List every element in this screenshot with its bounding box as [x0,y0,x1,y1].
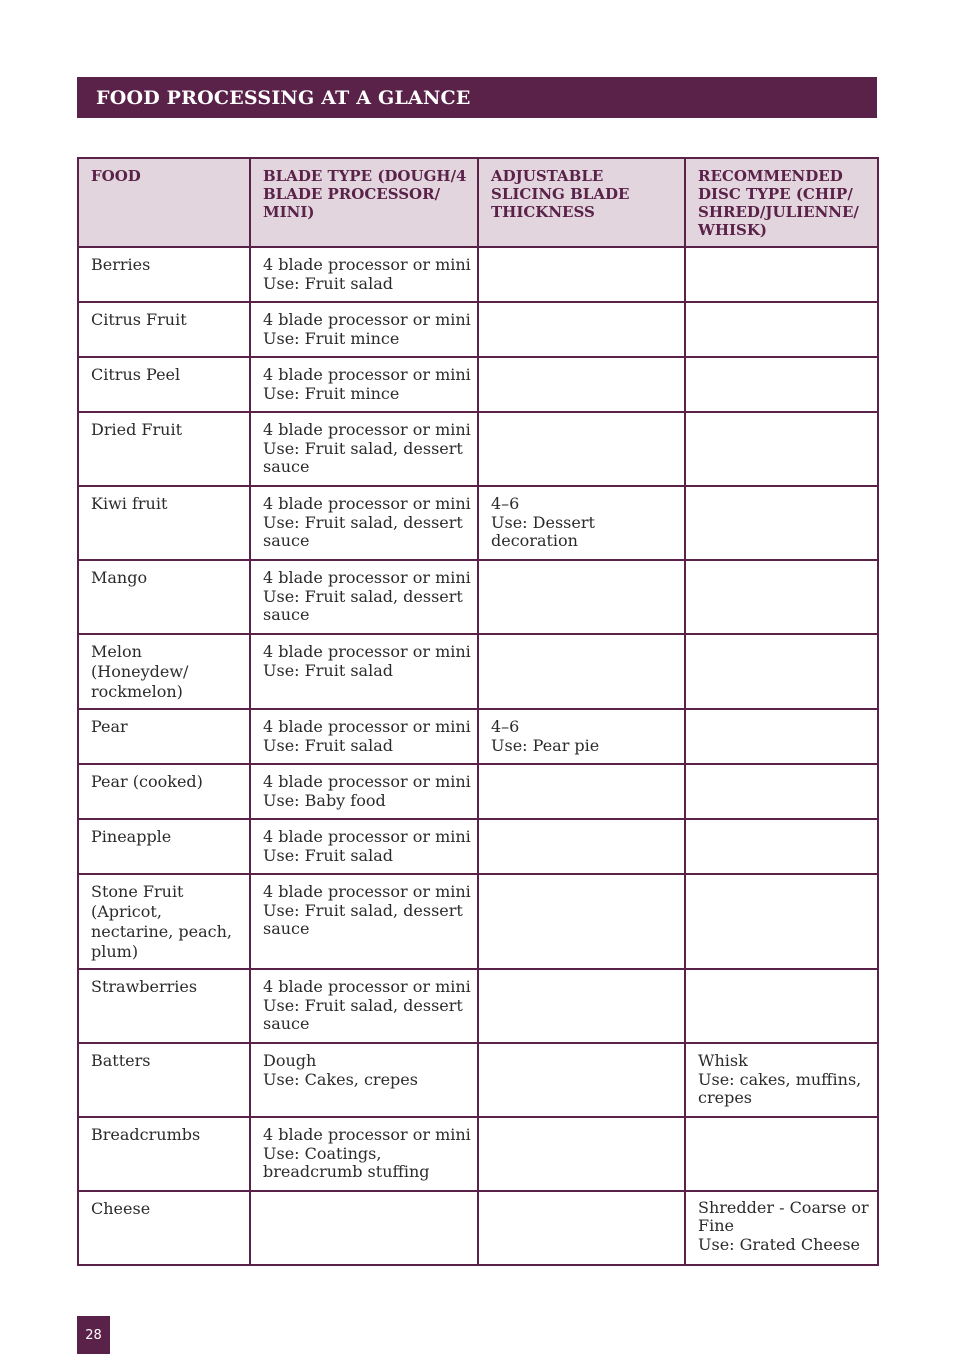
table-row [78,1117,878,1191]
food-cell [78,634,250,709]
blade-cell [250,709,478,764]
food-cell [78,247,250,302]
blade-type: 4 blade processor or mini [263,365,471,384]
page-title: FOOD PROCESSING AT A GLANCE [77,77,877,118]
table-row [78,819,878,874]
food-name: Cheese [91,1199,151,1218]
slicing-cell [478,412,685,486]
blade-cell [250,874,478,969]
blade-type: 4 blade processor or mini [263,1125,471,1144]
food-name: Stone Fruit (Apricot, nectarine, peach, plum) [91,882,233,961]
blade-cell [250,1043,478,1117]
food-cell [78,874,250,969]
food-cell [78,709,250,764]
food-name: Melon (Honeydew/ rockmelon) [91,642,189,701]
slicing-cell [478,819,685,874]
disc-cell [685,764,878,819]
disc-cell [685,560,878,634]
table-row [78,634,878,709]
disc-use: Use: cakes, muffins, crepes [698,1070,862,1107]
food-name: Pear [91,717,128,736]
blade-type: Dough [263,1051,317,1070]
disc-cell [685,874,878,969]
blade-type: 4 blade processor or mini [263,642,471,661]
food-cell [78,412,250,486]
blade-type: 4 blade processor or mini [263,310,471,329]
disc-cell [685,819,878,874]
table-row [78,764,878,819]
blade-use: Use: Fruit salad [263,274,393,293]
blade-use: Use: Fruit salad, dessert sauce [263,587,463,624]
slicing-cell [478,247,685,302]
blade-cell [250,819,478,874]
blade-cell [250,247,478,302]
blade-use: Use: Coatings, breadcrumb stuffing [263,1144,430,1181]
blade-type: 4 blade processor or mini [263,255,471,274]
food-cell [78,560,250,634]
disc-cell [685,412,878,486]
disc-cell [685,1191,878,1265]
table-row [78,412,878,486]
food-cell [78,302,250,357]
blade-use: Use: Fruit salad [263,846,393,865]
blade-type: 4 blade processor or mini [263,568,471,587]
food-name: Pineapple [91,827,172,846]
header-blade-type: BLADE TYPE (DOUGH/4 BLADE PROCESSOR/ MINI) [250,158,478,247]
slicing-thickness: 4–6 [491,717,520,736]
blade-type: 4 blade processor or mini [263,882,471,901]
blade-use: Use: Fruit mince [263,384,400,403]
blade-cell [250,1191,478,1265]
blade-type: 4 blade processor or mini [263,420,471,439]
food-name: Dried Fruit [91,420,182,439]
blade-cell [250,486,478,560]
blade-cell [250,634,478,709]
disc-cell [685,709,878,764]
slicing-use: Use: Dessert decoration [491,513,595,550]
food-name: Citrus Peel [91,365,181,384]
slicing-cell [478,634,685,709]
disc-cell [685,1117,878,1191]
food-name: Pear (cooked) [91,772,203,791]
disc-cell [685,969,878,1043]
disc-cell [685,302,878,357]
blade-cell [250,1117,478,1191]
blade-cell [250,764,478,819]
blade-use: Use: Fruit salad [263,736,393,755]
disc-use: Use: Grated Cheese [698,1235,860,1254]
slicing-cell [478,709,685,764]
table-row [78,560,878,634]
table-row [78,1043,878,1117]
slicing-cell [478,874,685,969]
disc-type: Shredder - Coarse or Fine [698,1198,869,1235]
slicing-cell [478,969,685,1043]
slicing-thickness: 4–6 [491,494,520,513]
blade-type: 4 blade processor or mini [263,494,471,513]
food-name: Breadcrumbs [91,1125,201,1144]
table-row [78,1191,878,1265]
table-row [78,247,878,302]
slicing-cell [478,1191,685,1265]
disc-type: Whisk [698,1051,748,1070]
blade-cell [250,357,478,412]
food-cell [78,764,250,819]
food-processing-table [77,157,879,1266]
table-row [78,874,878,969]
blade-use: Use: Fruit salad, dessert sauce [263,439,463,476]
disc-cell [685,357,878,412]
blade-type: 4 blade processor or mini [263,827,471,846]
slicing-cell [478,764,685,819]
blade-type: 4 blade processor or mini [263,977,471,996]
food-name: Batters [91,1051,151,1070]
food-name: Berries [91,255,151,274]
blade-use: Use: Fruit salad, dessert sauce [263,513,463,550]
slicing-cell [478,1117,685,1191]
table-row [78,969,878,1043]
blade-use: Use: Baby food [263,791,386,810]
table-row [78,302,878,357]
header-disc-type: RECOMMENDED DISC TYPE (CHIP/ SHRED/JULIENNE/ WHISK) [685,158,878,247]
disc-cell [685,1043,878,1117]
blade-cell [250,412,478,486]
blade-cell [250,302,478,357]
food-name: Strawberries [91,977,198,996]
blade-use: Use: Fruit salad [263,661,393,680]
header-slicing-thickness: ADJUSTABLE SLICING BLADE THICKNESS [478,158,685,247]
table-row [78,709,878,764]
slicing-cell [478,357,685,412]
food-name: Mango [91,568,148,587]
table-row [78,357,878,412]
page-number: 28 [77,1316,110,1354]
slicing-cell [478,1043,685,1117]
blade-use: Use: Fruit salad, dessert sauce [263,901,463,938]
table-header-row [78,158,878,247]
header-food: FOOD [78,158,250,247]
food-cell [78,1117,250,1191]
food-cell [78,1191,250,1265]
blade-use: Use: Cakes, crepes [263,1070,418,1089]
blade-cell [250,560,478,634]
food-cell [78,819,250,874]
food-cell [78,969,250,1043]
food-cell [78,1043,250,1117]
blade-use: Use: Fruit mince [263,329,400,348]
slicing-use: Use: Pear pie [491,736,600,755]
slicing-cell [478,486,685,560]
slicing-cell [478,560,685,634]
blade-type: 4 blade processor or mini [263,717,471,736]
food-name: Kiwi fruit [91,494,168,513]
table-row [78,486,878,560]
food-cell [78,486,250,560]
blade-type: 4 blade processor or mini [263,772,471,791]
food-name: Citrus Fruit [91,310,187,329]
disc-cell [685,247,878,302]
blade-cell [250,969,478,1043]
slicing-cell [478,302,685,357]
disc-cell [685,486,878,560]
food-cell [78,357,250,412]
blade-use: Use: Fruit salad, dessert sauce [263,996,463,1033]
disc-cell [685,634,878,709]
